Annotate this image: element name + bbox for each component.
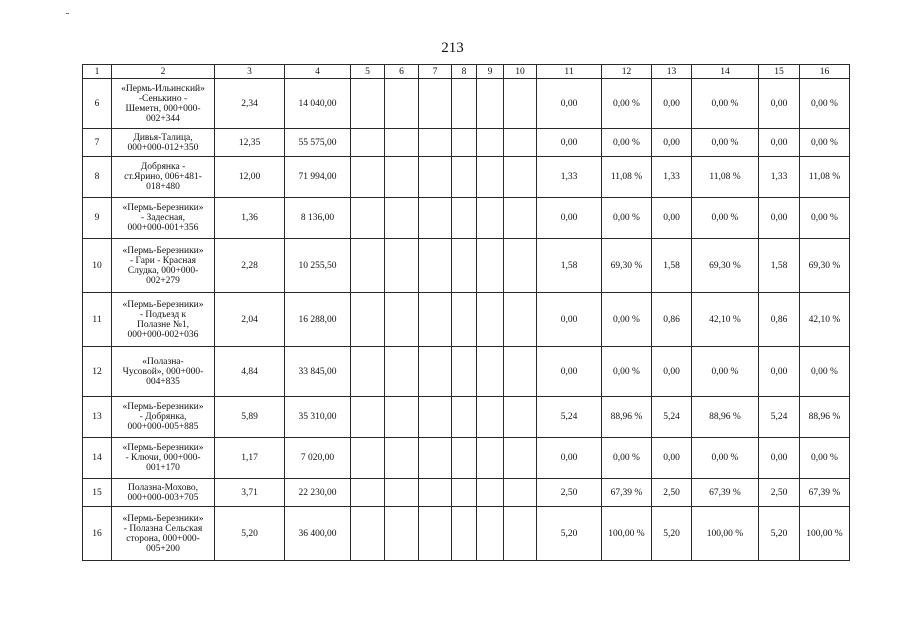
value-cell-col-3: 4,84 (215, 347, 285, 397)
table-row (83, 293, 850, 347)
value-cell-col-3: 1,17 (215, 438, 285, 479)
value-cell-col-16: 0,00 % (800, 79, 850, 129)
empty-cell-col-7 (419, 479, 452, 507)
value-cell-col-3: 2,34 (215, 79, 285, 129)
table-row (83, 397, 850, 438)
value-cell-col-13: 0,00 (652, 129, 692, 157)
empty-cell-col-9 (477, 293, 504, 347)
empty-cell-col-7 (419, 293, 452, 347)
empty-cell-col-7 (419, 198, 452, 239)
value-cell-col-12: 0,00 % (602, 198, 652, 239)
value-cell-col-13: 5,24 (652, 397, 692, 438)
column-header-6: 6 (385, 65, 419, 79)
empty-cell-col-5 (351, 239, 385, 293)
value-cell-col-11: 5,24 (537, 397, 602, 438)
value-cell-col-11: 0,00 (537, 198, 602, 239)
empty-cell-col-7 (419, 438, 452, 479)
value-cell-col-14: 0,00 % (692, 198, 759, 239)
empty-cell-col-9 (477, 507, 504, 561)
empty-cell-col-10 (504, 129, 537, 157)
value-cell-col-11: 0,00 (537, 293, 602, 347)
empty-cell-col-8 (452, 347, 477, 397)
value-cell-col-14: 88,96 % (692, 397, 759, 438)
column-header-5: 5 (351, 65, 385, 79)
value-cell-col-14: 69,30 % (692, 239, 759, 293)
empty-cell-col-6 (385, 507, 419, 561)
value-cell-col-11: 5,20 (537, 507, 602, 561)
value-cell-col-15: 0,00 (759, 79, 800, 129)
value-cell-col-4: 14 040,00 (285, 79, 351, 129)
empty-cell-col-5 (351, 79, 385, 129)
row-number-cell: 15 (83, 479, 112, 507)
value-cell-col-12: 0,00 % (602, 438, 652, 479)
row-number-cell: 14 (83, 438, 112, 479)
empty-cell-col-7 (419, 397, 452, 438)
empty-cell-col-9 (477, 479, 504, 507)
empty-cell-col-6 (385, 198, 419, 239)
value-cell-col-3: 2,04 (215, 293, 285, 347)
road-name-cell: Добрянка - ст.Ярино, 006+481- 018+480 (112, 157, 215, 198)
value-cell-col-16: 0,00 % (800, 129, 850, 157)
road-name-cell: Полазна-Мохово, 000+000-003+705 (112, 479, 215, 507)
road-name-cell: «Полазна- Чусовой», 000+000- 004+835 (112, 347, 215, 397)
value-cell-col-4: 7 020,00 (285, 438, 351, 479)
value-cell-col-15: 1,33 (759, 157, 800, 198)
row-number-cell: 6 (83, 79, 112, 129)
row-number-cell: 7 (83, 129, 112, 157)
column-header-3: 3 (215, 65, 285, 79)
column-header-1: 1 (83, 65, 112, 79)
empty-cell-col-9 (477, 79, 504, 129)
road-name-cell: «Пермь-Березники» - Задесная, 000+000-001+356 (112, 198, 215, 239)
header-row (83, 65, 850, 79)
empty-cell-col-6 (385, 397, 419, 438)
value-cell-col-14: 11,08 % (692, 157, 759, 198)
row-number-cell: 11 (83, 293, 112, 347)
empty-cell-col-8 (452, 397, 477, 438)
value-cell-col-4: 33 845,00 (285, 347, 351, 397)
road-name-cell: «Пермь-Березники» - Полазна Сельская сторона, 000+000- 005+200 (112, 507, 215, 561)
value-cell-col-16: 42,10 % (800, 293, 850, 347)
table-row (83, 79, 850, 129)
value-cell-col-4: 35 310,00 (285, 397, 351, 438)
value-cell-col-16: 0,00 % (800, 198, 850, 239)
value-cell-col-11: 0,00 (537, 79, 602, 129)
empty-cell-col-8 (452, 198, 477, 239)
value-cell-col-13: 5,20 (652, 507, 692, 561)
value-cell-col-13: 1,58 (652, 239, 692, 293)
value-cell-col-3: 12,35 (215, 129, 285, 157)
table-row (83, 479, 850, 507)
value-cell-col-13: 0,86 (652, 293, 692, 347)
empty-cell-col-6 (385, 293, 419, 347)
value-cell-col-12: 0,00 % (602, 347, 652, 397)
value-cell-col-12: 0,00 % (602, 79, 652, 129)
value-cell-col-4: 10 255,50 (285, 239, 351, 293)
value-cell-col-4: 71 994,00 (285, 157, 351, 198)
scan-speck (66, 13, 69, 14)
row-number-cell: 12 (83, 347, 112, 397)
empty-cell-col-5 (351, 438, 385, 479)
value-cell-col-4: 55 575,00 (285, 129, 351, 157)
empty-cell-col-10 (504, 479, 537, 507)
column-header-14: 14 (692, 65, 759, 79)
value-cell-col-12: 0,00 % (602, 293, 652, 347)
value-cell-col-3: 5,20 (215, 507, 285, 561)
column-header-9: 9 (477, 65, 504, 79)
row-number-cell: 9 (83, 198, 112, 239)
empty-cell-col-10 (504, 507, 537, 561)
value-cell-col-11: 0,00 (537, 438, 602, 479)
empty-cell-col-6 (385, 239, 419, 293)
empty-cell-col-6 (385, 157, 419, 198)
value-cell-col-11: 1,33 (537, 157, 602, 198)
value-cell-col-15: 5,24 (759, 397, 800, 438)
empty-cell-col-6 (385, 79, 419, 129)
road-name-cell: «Пермь-Ильинский» -Сенькино - Шеметн, 000+000- 002+344 (112, 79, 215, 129)
value-cell-col-12: 69,30 % (602, 239, 652, 293)
column-header-7: 7 (419, 65, 452, 79)
empty-cell-col-9 (477, 438, 504, 479)
value-cell-col-4: 16 288,00 (285, 293, 351, 347)
table-row (83, 157, 850, 198)
value-cell-col-16: 11,08 % (800, 157, 850, 198)
empty-cell-col-7 (419, 157, 452, 198)
column-header-8: 8 (452, 65, 477, 79)
empty-cell-col-10 (504, 198, 537, 239)
empty-cell-col-7 (419, 79, 452, 129)
road-name-cell: «Пермь-Березники» - Ключи, 000+000- 001+170 (112, 438, 215, 479)
empty-cell-col-7 (419, 347, 452, 397)
value-cell-col-16: 100,00 % (800, 507, 850, 561)
column-header-10: 10 (504, 65, 537, 79)
value-cell-col-14: 67,39 % (692, 479, 759, 507)
empty-cell-col-8 (452, 507, 477, 561)
value-cell-col-3: 5,89 (215, 397, 285, 438)
value-cell-col-12: 88,96 % (602, 397, 652, 438)
column-header-13: 13 (652, 65, 692, 79)
empty-cell-col-5 (351, 347, 385, 397)
empty-cell-col-5 (351, 157, 385, 198)
value-cell-col-15: 5,20 (759, 507, 800, 561)
empty-cell-col-5 (351, 397, 385, 438)
empty-cell-col-9 (477, 397, 504, 438)
empty-cell-col-9 (477, 198, 504, 239)
row-number-cell: 13 (83, 397, 112, 438)
value-cell-col-11: 2,50 (537, 479, 602, 507)
empty-cell-col-8 (452, 479, 477, 507)
value-cell-col-15: 2,50 (759, 479, 800, 507)
page-number: 213 (441, 40, 464, 56)
empty-cell-col-6 (385, 129, 419, 157)
empty-cell-col-8 (452, 157, 477, 198)
row-number-cell: 16 (83, 507, 112, 561)
empty-cell-col-7 (419, 129, 452, 157)
value-cell-col-13: 0,00 (652, 438, 692, 479)
value-cell-col-13: 0,00 (652, 198, 692, 239)
value-cell-col-16: 67,39 % (800, 479, 850, 507)
empty-cell-col-9 (477, 239, 504, 293)
empty-cell-col-5 (351, 507, 385, 561)
value-cell-col-4: 22 230,00 (285, 479, 351, 507)
empty-cell-col-8 (452, 129, 477, 157)
value-cell-col-3: 1,36 (215, 198, 285, 239)
value-cell-col-15: 0,86 (759, 293, 800, 347)
column-header-16: 16 (800, 65, 850, 79)
value-cell-col-4: 8 136,00 (285, 198, 351, 239)
empty-cell-col-10 (504, 397, 537, 438)
table-row (83, 129, 850, 157)
value-cell-col-14: 0,00 % (692, 438, 759, 479)
empty-cell-col-8 (452, 293, 477, 347)
empty-cell-col-10 (504, 293, 537, 347)
empty-cell-col-10 (504, 79, 537, 129)
empty-cell-col-5 (351, 198, 385, 239)
value-cell-col-12: 0,00 % (602, 129, 652, 157)
value-cell-col-3: 2,28 (215, 239, 285, 293)
value-cell-col-16: 0,00 % (800, 438, 850, 479)
value-cell-col-16: 0,00 % (800, 347, 850, 397)
empty-cell-col-5 (351, 293, 385, 347)
empty-cell-col-10 (504, 157, 537, 198)
value-cell-col-13: 0,00 (652, 79, 692, 129)
value-cell-col-15: 0,00 (759, 438, 800, 479)
value-cell-col-15: 0,00 (759, 198, 800, 239)
value-cell-col-16: 69,30 % (800, 239, 850, 293)
value-cell-col-15: 1,58 (759, 239, 800, 293)
value-cell-col-14: 100,00 % (692, 507, 759, 561)
empty-cell-col-8 (452, 79, 477, 129)
road-name-cell: «Пермь-Березники» - Гари - Красная Слудка, 000+000- 002+279 (112, 239, 215, 293)
value-cell-col-12: 100,00 % (602, 507, 652, 561)
value-cell-col-13: 2,50 (652, 479, 692, 507)
table-row (83, 198, 850, 239)
empty-cell-col-8 (452, 239, 477, 293)
value-cell-col-13: 1,33 (652, 157, 692, 198)
column-header-4: 4 (285, 65, 351, 79)
value-cell-col-12: 11,08 % (602, 157, 652, 198)
empty-cell-col-6 (385, 438, 419, 479)
road-name-cell: Дивья-Талица, 000+000-012+350 (112, 129, 215, 157)
empty-cell-col-9 (477, 129, 504, 157)
value-cell-col-15: 0,00 (759, 347, 800, 397)
value-cell-col-14: 0,00 % (692, 129, 759, 157)
value-cell-col-14: 42,10 % (692, 293, 759, 347)
empty-cell-col-6 (385, 479, 419, 507)
value-cell-col-14: 0,00 % (692, 347, 759, 397)
value-cell-col-11: 1,58 (537, 239, 602, 293)
empty-cell-col-6 (385, 347, 419, 397)
table-row (83, 347, 850, 397)
value-cell-col-3: 12,00 (215, 157, 285, 198)
row-number-cell: 10 (83, 239, 112, 293)
column-header-11: 11 (537, 65, 602, 79)
empty-cell-col-9 (477, 157, 504, 198)
road-name-cell: «Пермь-Березники» - Добрянка, 000+000-005+885 (112, 397, 215, 438)
value-cell-col-16: 88,96 % (800, 397, 850, 438)
road-name-cell: «Пермь-Березники» - Подъезд к Полазне №1, 000+000-002+036 (112, 293, 215, 347)
table-row (83, 239, 850, 293)
column-header-2: 2 (112, 65, 215, 79)
empty-cell-col-9 (477, 347, 504, 397)
empty-cell-col-10 (504, 239, 537, 293)
value-cell-col-11: 0,00 (537, 129, 602, 157)
value-cell-col-13: 0,00 (652, 347, 692, 397)
column-header-12: 12 (602, 65, 652, 79)
column-header-15: 15 (759, 65, 800, 79)
value-cell-col-3: 3,71 (215, 479, 285, 507)
row-number-cell: 8 (83, 157, 112, 198)
value-cell-col-12: 67,39 % (602, 479, 652, 507)
value-cell-col-11: 0,00 (537, 347, 602, 397)
value-cell-col-15: 0,00 (759, 129, 800, 157)
table-row (83, 438, 850, 479)
road-data-table (82, 64, 850, 561)
empty-cell-col-7 (419, 507, 452, 561)
empty-cell-col-8 (452, 438, 477, 479)
empty-cell-col-10 (504, 347, 537, 397)
empty-cell-col-5 (351, 129, 385, 157)
empty-cell-col-10 (504, 438, 537, 479)
value-cell-col-4: 36 400,00 (285, 507, 351, 561)
table-row (83, 507, 850, 561)
empty-cell-col-7 (419, 239, 452, 293)
empty-cell-col-5 (351, 479, 385, 507)
value-cell-col-14: 0,00 % (692, 79, 759, 129)
